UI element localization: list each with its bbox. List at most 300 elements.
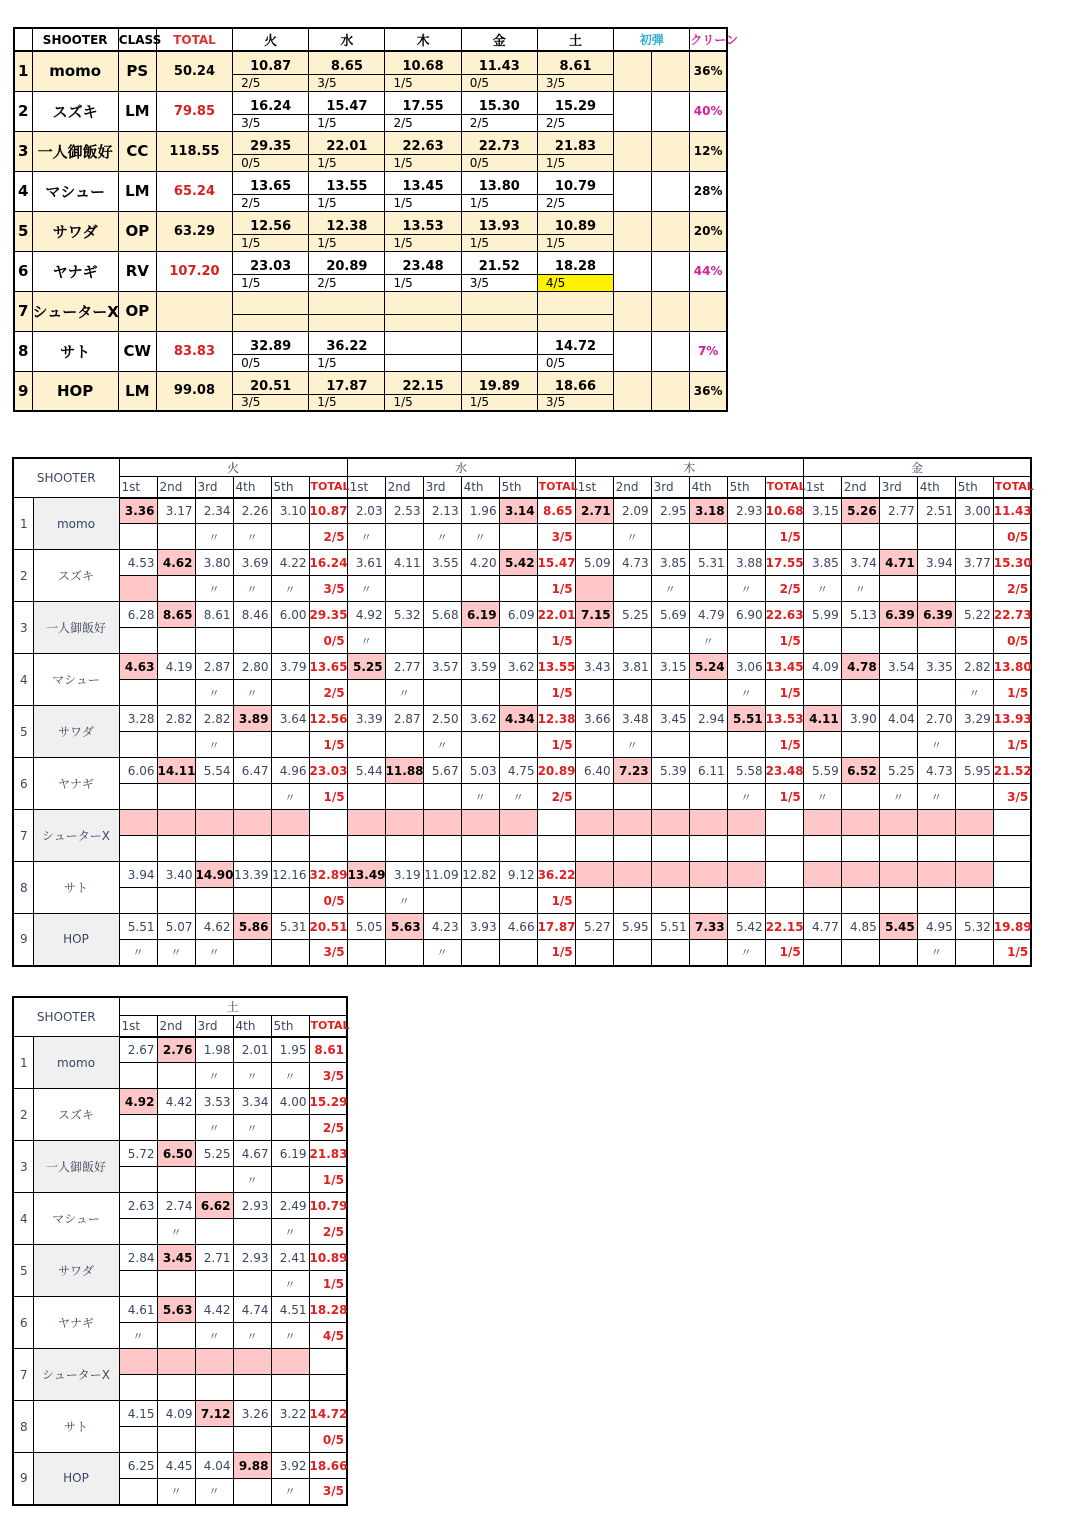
- class-cell: LM: [118, 371, 156, 411]
- clean-header: クリーン: [690, 28, 727, 51]
- split-time: 5.07: [157, 914, 195, 940]
- col-label: 2nd: [157, 477, 195, 498]
- day-time-cell: 8.65: [309, 51, 385, 74]
- day-hits: 0/5: [993, 628, 1031, 654]
- day-hits: 2/5: [309, 680, 347, 706]
- hit-mark: 〃: [499, 784, 537, 810]
- day-total: 13.53: [765, 706, 803, 732]
- hit-mark: 〃: [651, 576, 689, 602]
- col-label: TOTAL: [537, 477, 575, 498]
- split-time: 5.25: [347, 654, 385, 680]
- split-time: 14.11: [157, 758, 195, 784]
- split-time: 3.00: [955, 498, 993, 524]
- hit-mark: [575, 888, 613, 914]
- rank-cell: 9: [13, 914, 33, 966]
- day-hits: [537, 836, 575, 862]
- hit-mark: [841, 680, 879, 706]
- split-time: [347, 810, 385, 836]
- split-time: 5.51: [727, 706, 765, 732]
- split-time: 4.04: [195, 1453, 233, 1479]
- split-time: [119, 810, 157, 836]
- day-hits: 1/5: [765, 680, 803, 706]
- split-time: 2.70: [917, 706, 955, 732]
- hit-mark: [575, 576, 613, 602]
- rank-cell: 6: [13, 758, 33, 810]
- rank-cell: 4: [14, 171, 32, 211]
- hit-mark: [385, 628, 423, 654]
- hit-mark: [955, 732, 993, 758]
- split-time: 3.69: [233, 550, 271, 576]
- hit-mark: [613, 888, 651, 914]
- hit-mark: [803, 628, 841, 654]
- day-time-cell: 13.93: [461, 211, 537, 234]
- total-header: TOTAL: [156, 28, 232, 51]
- split-time: 3.26: [233, 1401, 271, 1427]
- day-time-cell: 13.80: [461, 171, 537, 194]
- day-total: 13.55: [537, 654, 575, 680]
- hit-mark: 〃: [195, 680, 233, 706]
- day-hits-cell: 0/5: [233, 154, 309, 171]
- shooter-name: HOP: [32, 371, 118, 411]
- day-time-cell: 15.47: [309, 91, 385, 114]
- split-time: 4.74: [233, 1297, 271, 1323]
- split-time: 3.29: [955, 706, 993, 732]
- hit-mark: [423, 888, 461, 914]
- split-time: [917, 862, 955, 888]
- day-hits-cell: 2/5: [309, 274, 385, 291]
- split-time: 6.06: [119, 758, 157, 784]
- shooter-header: SHOOTER: [13, 458, 119, 498]
- hit-mark: [119, 1427, 157, 1453]
- split-time: 2.74: [157, 1193, 195, 1219]
- split-time: 8.46: [233, 602, 271, 628]
- split-time: 5.63: [385, 914, 423, 940]
- hit-mark: 〃: [917, 732, 955, 758]
- hit-mark: [917, 888, 955, 914]
- split-time: 4.73: [917, 758, 955, 784]
- day-total: 12.38: [537, 706, 575, 732]
- hit-mark: [803, 940, 841, 966]
- day-time-cell: [309, 291, 385, 314]
- class-cell: CW: [118, 331, 156, 371]
- day-total: 10.68: [765, 498, 803, 524]
- rank-cell: 3: [13, 1141, 33, 1193]
- day-hits: 1/5: [993, 732, 1031, 758]
- split-time: 5.22: [955, 602, 993, 628]
- first-shot-cell: [614, 371, 652, 411]
- hit-mark: [651, 836, 689, 862]
- split-time: 2.77: [385, 654, 423, 680]
- hit-mark: 〃: [727, 576, 765, 602]
- split-time: 5.25: [879, 758, 917, 784]
- day-header: 水: [347, 458, 575, 477]
- split-time: 2.49: [271, 1193, 309, 1219]
- day-total: 16.24: [309, 550, 347, 576]
- split-time: [233, 1349, 271, 1375]
- shooter-header: SHOOTER: [13, 997, 119, 1037]
- hit-mark: [271, 524, 309, 550]
- col-label: 4th: [233, 1016, 271, 1037]
- split-time: 8.65: [157, 602, 195, 628]
- day-hits-cell: 1/5: [537, 234, 613, 251]
- day-total: 8.65: [537, 498, 575, 524]
- split-time: [195, 810, 233, 836]
- hit-mark: 〃: [195, 1323, 233, 1349]
- split-time: 5.44: [347, 758, 385, 784]
- hit-mark: [917, 836, 955, 862]
- hit-mark: [613, 940, 651, 966]
- hit-mark: [271, 1167, 309, 1193]
- split-time: [803, 810, 841, 836]
- hit-mark: [955, 940, 993, 966]
- day-time-cell: 10.79: [537, 171, 613, 194]
- shooter-name: サト: [33, 1401, 119, 1453]
- day-time-cell: 23.03: [233, 251, 309, 274]
- split-time: 11.09: [423, 862, 461, 888]
- day-total: [537, 810, 575, 836]
- day-total: 21.52: [993, 758, 1031, 784]
- class-cell: LM: [118, 91, 156, 131]
- hit-mark: [879, 940, 917, 966]
- shooter-header: SHOOTER: [32, 28, 118, 51]
- hit-mark: [575, 784, 613, 810]
- rank-cell: 8: [14, 331, 32, 371]
- hit-mark: [689, 784, 727, 810]
- split-time: [803, 862, 841, 888]
- rank-cell: 2: [13, 1089, 33, 1141]
- hit-mark: [423, 680, 461, 706]
- day-hits-cell: 1/5: [309, 354, 385, 371]
- day-total: 13.80: [993, 654, 1031, 680]
- hit-mark: [917, 628, 955, 654]
- rank-cell: 6: [13, 1297, 33, 1349]
- split-time: 6.62: [195, 1193, 233, 1219]
- hit-mark: [233, 628, 271, 654]
- rank-cell: 8: [13, 1401, 33, 1453]
- total-cell: 79.85: [156, 91, 232, 131]
- day-hits: 1/5: [537, 888, 575, 914]
- rank-cell: 9: [13, 1453, 33, 1505]
- split-time: 4.75: [499, 758, 537, 784]
- split-time: 4.42: [157, 1089, 195, 1115]
- clean-percent: [690, 291, 727, 331]
- split-time: 4.51: [271, 1297, 309, 1323]
- day-hits-cell: 1/5: [309, 194, 385, 211]
- hit-mark: [157, 1375, 195, 1401]
- day-hits-cell: [309, 314, 385, 331]
- split-time: 5.13: [841, 602, 879, 628]
- split-time: 3.94: [917, 550, 955, 576]
- hit-mark: [385, 940, 423, 966]
- day-hits-cell: 0/5: [537, 354, 613, 371]
- hit-mark: [233, 1219, 271, 1245]
- rank-cell: 7: [13, 1349, 33, 1401]
- hit-mark: 〃: [119, 940, 157, 966]
- split-time: 3.85: [803, 550, 841, 576]
- hit-mark: [461, 576, 499, 602]
- split-time: 4.34: [499, 706, 537, 732]
- split-time: 7.33: [689, 914, 727, 940]
- day-time-cell: 10.87: [233, 51, 309, 74]
- day-hits-cell: 3/5: [233, 394, 309, 411]
- split-time: [271, 1349, 309, 1375]
- hit-mark: [727, 732, 765, 758]
- day-hits: 1/5: [993, 680, 1031, 706]
- col-label: 3rd: [195, 1016, 233, 1037]
- day-total: 18.66: [309, 1453, 347, 1479]
- day-time-cell: 18.66: [537, 371, 613, 394]
- day-header: 土: [119, 997, 347, 1016]
- day-hits: 1/5: [537, 628, 575, 654]
- class-cell: OP: [118, 211, 156, 251]
- split-time: 3.77: [955, 550, 993, 576]
- total-cell: [156, 291, 232, 331]
- col-label: 1st: [119, 1016, 157, 1037]
- first-shot-cell: [614, 251, 652, 291]
- day-time-cell: 12.38: [309, 211, 385, 234]
- hit-mark: [575, 524, 613, 550]
- split-time: 3.94: [119, 862, 157, 888]
- day-time-cell: 18.28: [537, 251, 613, 274]
- hit-mark: [613, 784, 651, 810]
- split-time: 3.18: [689, 498, 727, 524]
- split-time: 5.42: [727, 914, 765, 940]
- split-time: 2.82: [955, 654, 993, 680]
- hit-mark: [119, 1063, 157, 1089]
- hit-mark: 〃: [195, 576, 233, 602]
- first-shot-cell: [614, 331, 652, 371]
- split-time: 4.15: [119, 1401, 157, 1427]
- split-time: 4.62: [195, 914, 233, 940]
- shooter-name: スズキ: [33, 550, 119, 602]
- hit-mark: [499, 888, 537, 914]
- day-total: 17.87: [537, 914, 575, 940]
- class-cell: CC: [118, 131, 156, 171]
- split-time: 5.54: [195, 758, 233, 784]
- split-time: 5.59: [803, 758, 841, 784]
- clean-percent: 7%: [690, 331, 727, 371]
- hit-mark: [157, 732, 195, 758]
- rank-cell: 6: [14, 251, 32, 291]
- day-time-cell: 21.52: [461, 251, 537, 274]
- split-time: 3.36: [119, 498, 157, 524]
- hit-mark: [461, 732, 499, 758]
- split-time: 14.90: [195, 862, 233, 888]
- hit-mark: 〃: [613, 732, 651, 758]
- split-time: [727, 862, 765, 888]
- split-time: 3.17: [157, 498, 195, 524]
- day-time-cell: 21.83: [537, 131, 613, 154]
- first-shot-cell: [652, 291, 690, 331]
- first-shot-cell: [652, 91, 690, 131]
- col-label: 1st: [347, 477, 385, 498]
- shooter-name: サト: [32, 331, 118, 371]
- split-time: [689, 810, 727, 836]
- hit-mark: [575, 628, 613, 654]
- day-total: [309, 1349, 347, 1375]
- day-total: 20.89: [537, 758, 575, 784]
- hit-mark: [233, 836, 271, 862]
- day-hits: 1/5: [765, 732, 803, 758]
- hit-mark: [499, 628, 537, 654]
- split-time: 5.26: [841, 498, 879, 524]
- rank-cell: 1: [13, 1037, 33, 1089]
- split-time: 2.63: [119, 1193, 157, 1219]
- hit-mark: [157, 1427, 195, 1453]
- day-total: 10.87: [309, 498, 347, 524]
- day-hits: 1/5: [309, 1271, 347, 1297]
- hit-mark: [271, 1375, 309, 1401]
- day-total: 14.72: [309, 1401, 347, 1427]
- day-hits: 1/5: [765, 784, 803, 810]
- hit-mark: [195, 1271, 233, 1297]
- rank-header: [14, 28, 32, 51]
- hit-mark: [499, 940, 537, 966]
- split-time: 3.54: [879, 654, 917, 680]
- split-time: 6.39: [879, 602, 917, 628]
- col-label: TOTAL: [765, 477, 803, 498]
- hit-mark: [651, 888, 689, 914]
- day-time-cell: 8.61: [537, 51, 613, 74]
- day-hits-cell: [461, 314, 537, 331]
- split-time: 3.80: [195, 550, 233, 576]
- shooter-name: HOP: [33, 914, 119, 966]
- split-time: [651, 862, 689, 888]
- split-time: [955, 862, 993, 888]
- split-time: 2.26: [233, 498, 271, 524]
- split-time: 3.34: [233, 1089, 271, 1115]
- day-total: 15.29: [309, 1089, 347, 1115]
- day-time-cell: 13.45: [385, 171, 461, 194]
- day-hits: 0/5: [309, 1427, 347, 1453]
- hit-mark: 〃: [461, 524, 499, 550]
- day-time-cell: 20.51: [233, 371, 309, 394]
- split-time: 3.14: [499, 498, 537, 524]
- split-time: 4.79: [689, 602, 727, 628]
- shooter-name: サワダ: [33, 1245, 119, 1297]
- split-time: 3.92: [271, 1453, 309, 1479]
- hit-mark: [727, 524, 765, 550]
- split-time: 3.93: [461, 914, 499, 940]
- day-total: 36.22: [537, 862, 575, 888]
- total-cell: 63.29: [156, 211, 232, 251]
- split-time: 4.85: [841, 914, 879, 940]
- hit-mark: 〃: [233, 1167, 271, 1193]
- split-time: 2.03: [347, 498, 385, 524]
- shooter-name: ヤナギ: [32, 251, 118, 291]
- day-time-cell: 17.55: [385, 91, 461, 114]
- day-time-cell: 16.24: [233, 91, 309, 114]
- split-time: 2.67: [119, 1037, 157, 1063]
- shooter-name: 一人御飯好: [32, 131, 118, 171]
- class-header: CLASS: [118, 28, 156, 51]
- hit-mark: [689, 888, 727, 914]
- day-time-cell: [233, 291, 309, 314]
- split-time: 4.45: [157, 1453, 195, 1479]
- hit-mark: 〃: [119, 1323, 157, 1349]
- day-hits: 1/5: [993, 940, 1031, 966]
- split-time: 4.09: [803, 654, 841, 680]
- class-cell: PS: [118, 51, 156, 91]
- split-time: 4.77: [803, 914, 841, 940]
- first-shot-header: 初弾: [614, 28, 690, 51]
- day-hits-cell: 1/5: [385, 74, 461, 91]
- hit-mark: [461, 888, 499, 914]
- split-time: 5.72: [119, 1141, 157, 1167]
- col-label: 2nd: [613, 477, 651, 498]
- hit-mark: [119, 680, 157, 706]
- detail-table-saturday: [12, 996, 348, 1506]
- hit-mark: [575, 680, 613, 706]
- first-shot-cell: [614, 171, 652, 211]
- day-hits: 1/5: [765, 524, 803, 550]
- split-time: 2.34: [195, 498, 233, 524]
- hit-mark: [955, 524, 993, 550]
- split-time: 6.50: [157, 1141, 195, 1167]
- hit-mark: [423, 836, 461, 862]
- shooter-name: 一人御飯好: [33, 1141, 119, 1193]
- day-total: 11.43: [993, 498, 1031, 524]
- hit-mark: [803, 524, 841, 550]
- day-time-cell: 22.01: [309, 131, 385, 154]
- split-time: 5.39: [651, 758, 689, 784]
- hit-mark: [841, 524, 879, 550]
- hit-mark: [233, 940, 271, 966]
- day-total: 22.15: [765, 914, 803, 940]
- total-cell: 99.08: [156, 371, 232, 411]
- split-time: 2.71: [195, 1245, 233, 1271]
- day-total: 13.65: [309, 654, 347, 680]
- hit-mark: [651, 784, 689, 810]
- day-hits: 4/5: [309, 1323, 347, 1349]
- day-hits: 3/5: [309, 1063, 347, 1089]
- day-total: 8.61: [309, 1037, 347, 1063]
- day-hits-cell: 0/5: [461, 74, 537, 91]
- hit-mark: [385, 836, 423, 862]
- day-hits-cell: 1/5: [385, 194, 461, 211]
- split-time: 5.68: [423, 602, 461, 628]
- day-hits-cell: 3/5: [233, 114, 309, 131]
- hit-mark: 〃: [271, 1479, 309, 1505]
- day-hits-cell: 3/5: [537, 74, 613, 91]
- hit-mark: 〃: [955, 680, 993, 706]
- col-label: 4th: [233, 477, 271, 498]
- total-cell: 50.24: [156, 51, 232, 91]
- hit-mark: 〃: [347, 628, 385, 654]
- hit-mark: [651, 940, 689, 966]
- split-time: 5.95: [955, 758, 993, 784]
- rank-cell: 1: [13, 498, 33, 550]
- split-time: 3.15: [803, 498, 841, 524]
- day-hits-cell: 3/5: [309, 74, 385, 91]
- first-shot-cell: [614, 211, 652, 251]
- split-time: [879, 862, 917, 888]
- hit-mark: [613, 836, 651, 862]
- day-hits-cell: 1/5: [385, 394, 461, 411]
- split-time: [119, 1349, 157, 1375]
- split-time: 7.12: [195, 1401, 233, 1427]
- hit-mark: [271, 836, 309, 862]
- split-time: [575, 810, 613, 836]
- day-total: [993, 862, 1031, 888]
- day-hits-cell: 1/5: [385, 234, 461, 251]
- rank-cell: 5: [13, 1245, 33, 1297]
- clean-percent: 44%: [690, 251, 727, 291]
- day-hits: 0/5: [309, 888, 347, 914]
- shooter-name: 一人御飯好: [33, 602, 119, 654]
- day-hits: [765, 888, 803, 914]
- split-time: [271, 810, 309, 836]
